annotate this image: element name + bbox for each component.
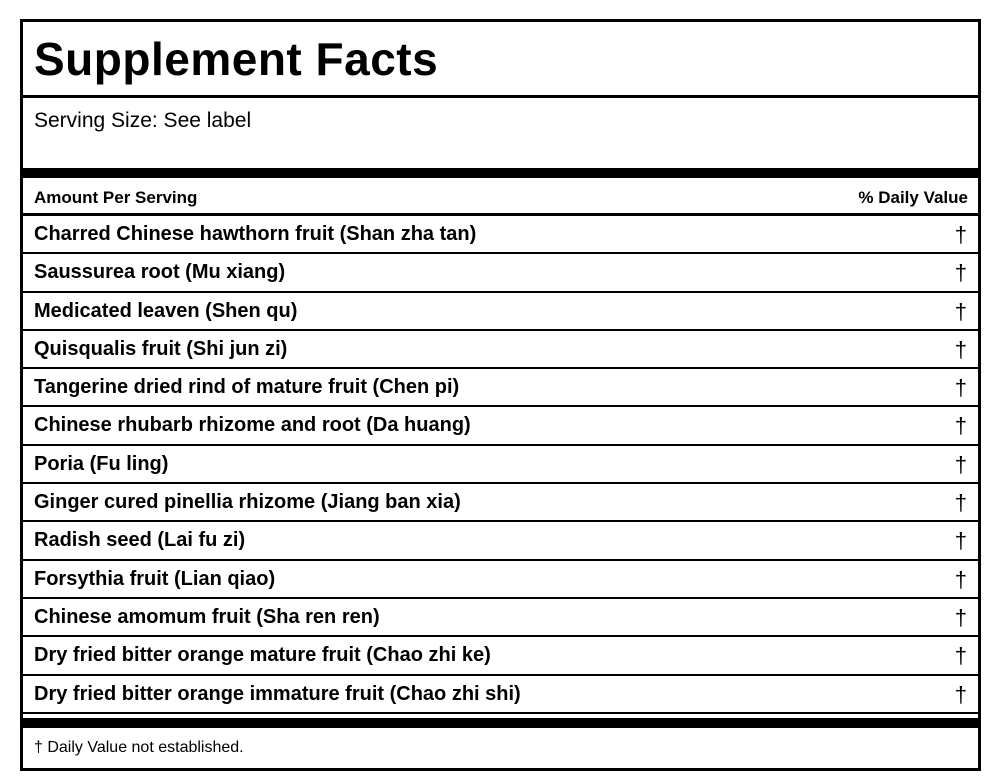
ingredient-name: Dry fried bitter orange mature fruit (Chao zhi ke): [34, 644, 491, 667]
ingredient-row: [23, 216, 978, 254]
ingredient-daily-value: †: [954, 413, 967, 439]
ingredient-daily-value: †: [954, 681, 967, 707]
ingredient-name: Chinese amomum fruit (Sha ren ren): [34, 605, 380, 628]
thick-divider-bottom: [23, 718, 978, 728]
ingredient-name: Quisqualis fruit (Shi jun zi): [34, 337, 288, 360]
serving-size: Serving Size: See label: [34, 109, 252, 132]
panel-title: Supplement Facts: [34, 33, 439, 85]
ingredient-row: [23, 561, 978, 599]
ingredient-name: Poria (Fu ling): [34, 452, 169, 475]
ingredient-name: Dry fried bitter orange immature fruit (Chao zhi shi): [34, 682, 521, 705]
ingredient-daily-value: †: [954, 566, 967, 592]
ingredient-daily-value: †: [954, 528, 967, 554]
ingredient-list: [23, 216, 978, 714]
ingredient-row: [23, 293, 978, 331]
ingredient-name: Medicated leaven (Shen qu): [34, 299, 298, 322]
ingredient-name: Saussurea root (Mu xiang): [34, 261, 286, 284]
ingredient-name: Forsythia fruit (Lian qiao): [34, 567, 276, 590]
ingredient-row: [23, 446, 978, 484]
ingredient-name: Charred Chinese hawthorn fruit (Shan zha tan): [34, 223, 477, 245]
footnote: † Daily Value not established.: [34, 739, 244, 756]
ingredient-daily-value: †: [954, 298, 967, 324]
ingredient-row: [23, 599, 978, 637]
ingredient-row: [23, 637, 978, 675]
ingredient-name: Radish seed (Lai fu zi): [34, 529, 246, 552]
ingredient-name: Chinese rhubarb rhizome and root (Da huang): [34, 414, 471, 437]
ingredient-daily-value: †: [954, 375, 967, 401]
thick-divider-top: [23, 168, 978, 178]
daily-value-header: % Daily Value: [858, 188, 968, 207]
ingredient-daily-value: †: [954, 451, 967, 477]
ingredient-daily-value: †: [954, 604, 967, 630]
ingredient-daily-value: †: [954, 222, 967, 247]
ingredient-row: [23, 254, 978, 292]
ingredient-daily-value: †: [954, 490, 967, 516]
ingredient-row: [23, 522, 978, 560]
ingredient-row: [23, 369, 978, 407]
column-header-row: [23, 180, 978, 216]
ingredient-daily-value: †: [954, 643, 967, 669]
ingredient-row: [23, 407, 978, 445]
title-row: [23, 22, 978, 98]
ingredient-row: [23, 484, 978, 522]
supplement-facts-panel: [20, 19, 981, 771]
ingredient-row: [23, 331, 978, 369]
ingredient-daily-value: †: [954, 260, 967, 286]
ingredient-name: Tangerine dried rind of mature fruit (Chen pi): [34, 376, 460, 399]
ingredient-name: Ginger cured pinellia rhizome (Jiang ban xia): [34, 491, 461, 514]
ingredient-daily-value: †: [954, 336, 967, 362]
amount-per-serving-header: Amount Per Serving: [34, 188, 198, 207]
ingredient-row: [23, 676, 978, 714]
